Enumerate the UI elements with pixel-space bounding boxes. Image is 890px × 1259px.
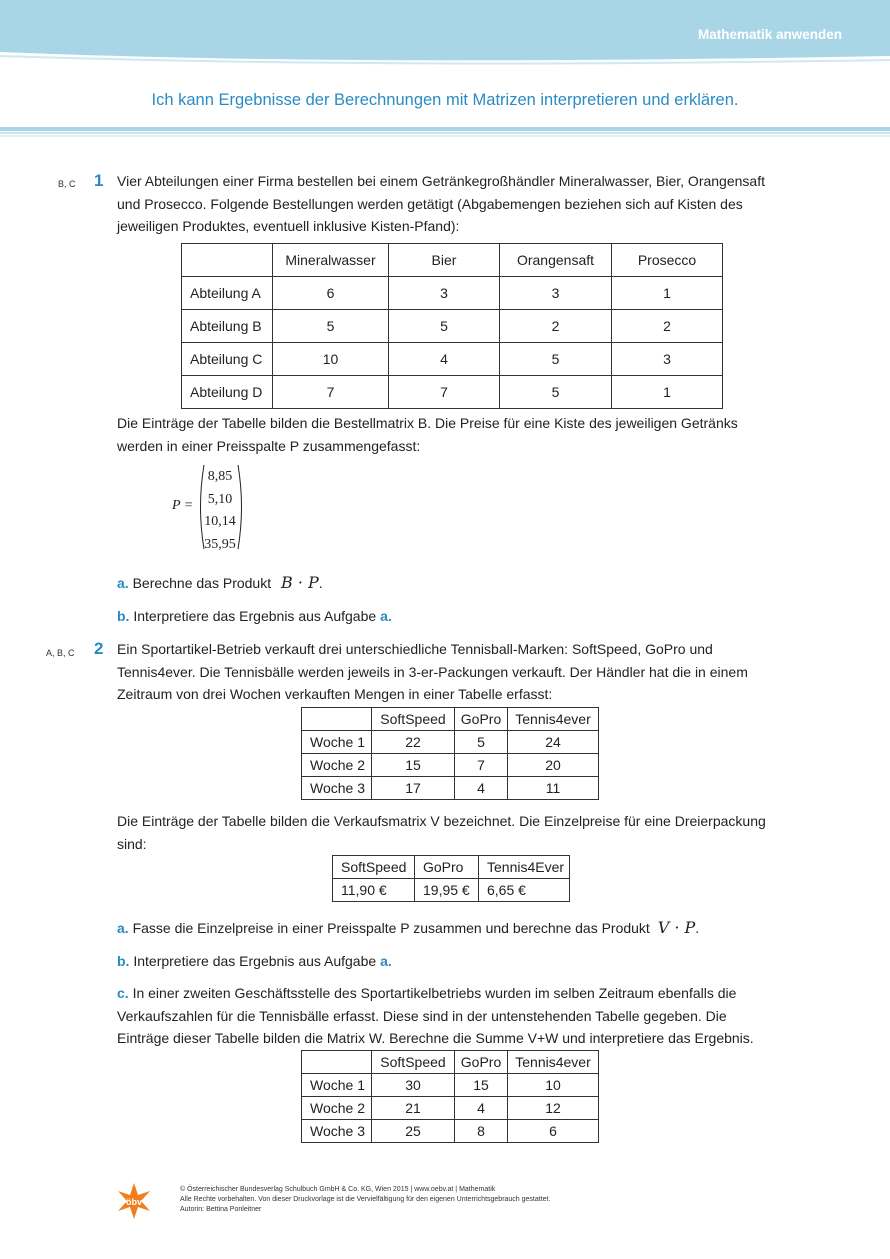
- table-cell: 4: [455, 777, 508, 800]
- row-header-cell: Abteilung A: [182, 277, 273, 310]
- table-header-cell: SoftSpeed: [372, 708, 455, 731]
- table-header-cell: GoPro: [455, 1051, 508, 1074]
- logo-text: öbv: [125, 1197, 143, 1207]
- table-cell: 10: [508, 1074, 599, 1097]
- table-header-row: [302, 1051, 599, 1074]
- part-text: Berechne das Produkt: [132, 575, 272, 591]
- part-text: Interpretiere das Ergebnis aus Aufgabe: [133, 953, 377, 969]
- table-cell: 7: [389, 376, 500, 409]
- part-label: a.: [117, 575, 129, 591]
- row-header-cell: Woche 3: [302, 1120, 372, 1143]
- table-header-cell: Mineralwasser: [273, 244, 389, 277]
- table-header-cell: Tennis4ever: [508, 708, 599, 731]
- table-cell: 21: [372, 1097, 455, 1120]
- table-cell: 12: [508, 1097, 599, 1120]
- table-cell: 11: [508, 777, 599, 800]
- table-cell: [302, 708, 372, 731]
- table-cell: 3: [389, 277, 500, 310]
- table-header-cell: SoftSpeed: [333, 856, 415, 879]
- row-header-cell: Woche 1: [302, 1074, 372, 1097]
- task2-intro: [117, 638, 797, 706]
- table-row: [302, 754, 599, 777]
- table-row: [302, 1097, 599, 1120]
- text-line: Verkaufszahlen für die Tennisbälle erfasst. Diese sind in der untenstehenden Tabelle gegeben. Die: [117, 1007, 727, 1024]
- task1-intro-line: und Prosecco. Folgende Bestellungen werden getätigt (Abgabemengen beziehen sich auf Kisten des: [117, 195, 743, 212]
- task1-part-a: [117, 572, 323, 595]
- row-header-cell: Abteilung D: [182, 376, 273, 409]
- table-header-cell: Orangensaft: [500, 244, 612, 277]
- part-text: Fasse die Einzelpreise in einer Preisspalte P zusammen und berechne das Produkt: [132, 920, 650, 936]
- text-line: Die Einträge der Tabelle bilden die Bestellmatrix B. Die Preise für eine Kiste des jeweiligen Getränks: [117, 415, 738, 431]
- task2-part-b: [117, 950, 392, 973]
- task2-level: A, B, C: [46, 648, 75, 658]
- text-line: Zeitraum von drei Wochen verkauften Mengen in einer Tabelle erfasst:: [117, 686, 553, 702]
- footer-line: Alle Rechte vorbehalten. Von dieser Druckvorlage ist die Vervielfältigung für den eigenen Unterrichtsgebrauch gestattet.: [180, 1196, 551, 1203]
- order-table: [181, 243, 723, 409]
- table-cell: 24: [508, 731, 599, 754]
- text-line: Tennis4ever. Die Tennisbälle werden jeweils in 3-er-Packungen verkauft. Der Händler hat die in einem: [117, 663, 748, 680]
- task1-intro-line: Vier Abteilungen einer Firma bestellen bei einem Getränkegroßhändler Mineralwasser, Bier, Orangensaft: [117, 173, 765, 189]
- table-header-row: [182, 244, 723, 277]
- matrix-label: P =: [172, 498, 194, 513]
- table-cell: 4: [455, 1097, 508, 1120]
- part-label: b.: [117, 953, 130, 969]
- table-cell: 1: [612, 277, 723, 310]
- table-cell: 5: [500, 376, 612, 409]
- table-cell: 25: [372, 1120, 455, 1143]
- table-cell: 8: [455, 1120, 508, 1143]
- table-row: [182, 277, 723, 310]
- table-row: [333, 879, 570, 902]
- table-cell: 30: [372, 1074, 455, 1097]
- table-cell: 10: [273, 343, 389, 376]
- table-cell: 2: [500, 310, 612, 343]
- header-label: Mathematik anwenden: [697, 27, 842, 42]
- table-row: [302, 777, 599, 800]
- table-cell: 5: [273, 310, 389, 343]
- table-row: [302, 731, 599, 754]
- sales-table-v: [301, 707, 599, 800]
- table-row: [302, 1120, 599, 1143]
- table-cell: 6: [508, 1120, 599, 1143]
- table-row: [182, 343, 723, 376]
- table-cell: 7: [455, 754, 508, 777]
- part-text: Interpretiere das Ergebnis aus Aufgabe: [133, 608, 377, 624]
- text-line: sind:: [117, 835, 147, 852]
- task-reference: a.: [380, 608, 392, 624]
- header-wave: [0, 50, 890, 66]
- table-row: [182, 376, 723, 409]
- price-matrix: [203, 466, 237, 556]
- footer-copyright: [180, 1185, 550, 1215]
- table-row: [302, 1074, 599, 1097]
- table-cell: 6: [273, 277, 389, 310]
- decorative-stripe: [0, 127, 890, 138]
- math-expression: V · P: [657, 918, 696, 937]
- table-header-cell: GoPro: [455, 708, 508, 731]
- table-cell: 5: [455, 731, 508, 754]
- row-header-cell: Woche 1: [302, 731, 372, 754]
- table-cell: 5: [500, 343, 612, 376]
- text-line: Ein Sportartikel-Betrieb verkauft drei unterschiedliche Tennisball-Marken: SoftSpeed, GoPro und: [117, 641, 713, 657]
- text-line: werden in einer Preisspalte P zusammengefasst:: [117, 437, 421, 454]
- math-expression: B · P: [281, 573, 319, 592]
- footer-line: Autorin: Bettina Ponleitner: [180, 1206, 262, 1213]
- table-cell: 19,95 €: [415, 879, 479, 902]
- table-cell: [302, 1051, 372, 1074]
- table-header-cell: Tennis4ever: [508, 1051, 599, 1074]
- table-cell: 2: [612, 310, 723, 343]
- task1-intro: [117, 170, 797, 238]
- table-cell: 4: [389, 343, 500, 376]
- table-header-cell: Tennis4Ever: [479, 856, 570, 879]
- table-cell: 20: [508, 754, 599, 777]
- table-header-cell: Prosecco: [612, 244, 723, 277]
- table-header-row: [302, 708, 599, 731]
- table-header-cell: Bier: [389, 244, 500, 277]
- row-header-cell: Woche 3: [302, 777, 372, 800]
- text-line: In einer zweiten Geschäftsstelle des Sportartikelbetriebs wurden im selben Zeitraum ebenfalls die: [132, 985, 737, 1001]
- table-cell: 5: [389, 310, 500, 343]
- part-label: b.: [117, 608, 130, 624]
- sales-table-w: [301, 1050, 599, 1143]
- footer-line: © Österreichischer Bundesverlag Schulbuch GmbH & Co. KG, Wien 2015 | www.oebv.at | Mathematik: [180, 1186, 496, 1193]
- oebv-logo-icon: [114, 1181, 154, 1221]
- price-table: [332, 855, 570, 902]
- task2-part-c: [117, 982, 817, 1050]
- table-cell: 17: [372, 777, 455, 800]
- matrix-entry: 8,85: [207, 469, 233, 484]
- task1-intro-line: jeweiligen Produktes, eventuell inklusive Kisten-Pfand):: [117, 218, 460, 234]
- row-header-cell: Woche 2: [302, 754, 372, 777]
- row-header-cell: Woche 2: [302, 1097, 372, 1120]
- table-cell: 6,65 €: [479, 879, 570, 902]
- task1-number: 1: [94, 171, 104, 190]
- table-cell: 7: [273, 376, 389, 409]
- matrix-entry: 5,10: [207, 491, 233, 507]
- table-cell: 1: [612, 376, 723, 409]
- row-header-cell: Abteilung B: [182, 310, 273, 343]
- table-cell: [182, 244, 273, 277]
- task2-number: 2: [94, 639, 104, 658]
- task1-part-b: [117, 605, 392, 628]
- page-headline: Ich kann Ergebnisse der Berechnungen mit Matrizen interpretieren und erklären.: [151, 91, 739, 109]
- task1-after-text: [117, 412, 797, 457]
- part-label: a.: [117, 920, 129, 936]
- table-header-cell: GoPro: [415, 856, 479, 879]
- task1-level: B, C: [58, 179, 76, 189]
- table-row: [182, 310, 723, 343]
- matrix-entry: 10,14: [204, 514, 236, 529]
- task-reference: a.: [380, 953, 392, 969]
- task2-after-text: [117, 810, 807, 855]
- part-end: .: [695, 920, 700, 936]
- table-header-row: [333, 856, 570, 879]
- table-cell: 22: [372, 731, 455, 754]
- matrix-entry: 35,95: [204, 536, 236, 552]
- task2-part-a: [117, 917, 699, 940]
- table-cell: 11,90 €: [333, 879, 415, 902]
- text-line: Die Einträge der Tabelle bilden die Verkaufsmatrix V bezeichnet. Die Einzelpreise für eine Dreierpackung: [117, 813, 766, 829]
- part-label: c.: [117, 985, 129, 1001]
- table-cell: 3: [612, 343, 723, 376]
- table-cell: 15: [455, 1074, 508, 1097]
- part-end: .: [318, 575, 323, 591]
- table-header-cell: SoftSpeed: [372, 1051, 455, 1074]
- table-cell: 3: [500, 277, 612, 310]
- table-cell: 15: [372, 754, 455, 777]
- text-line: Einträge dieser Tabelle bilden die Matrix W. Berechne die Summe V+W und interpretiere das Ergebnis.: [117, 1030, 754, 1046]
- header-band: [0, 0, 890, 52]
- row-header-cell: Abteilung C: [182, 343, 273, 376]
